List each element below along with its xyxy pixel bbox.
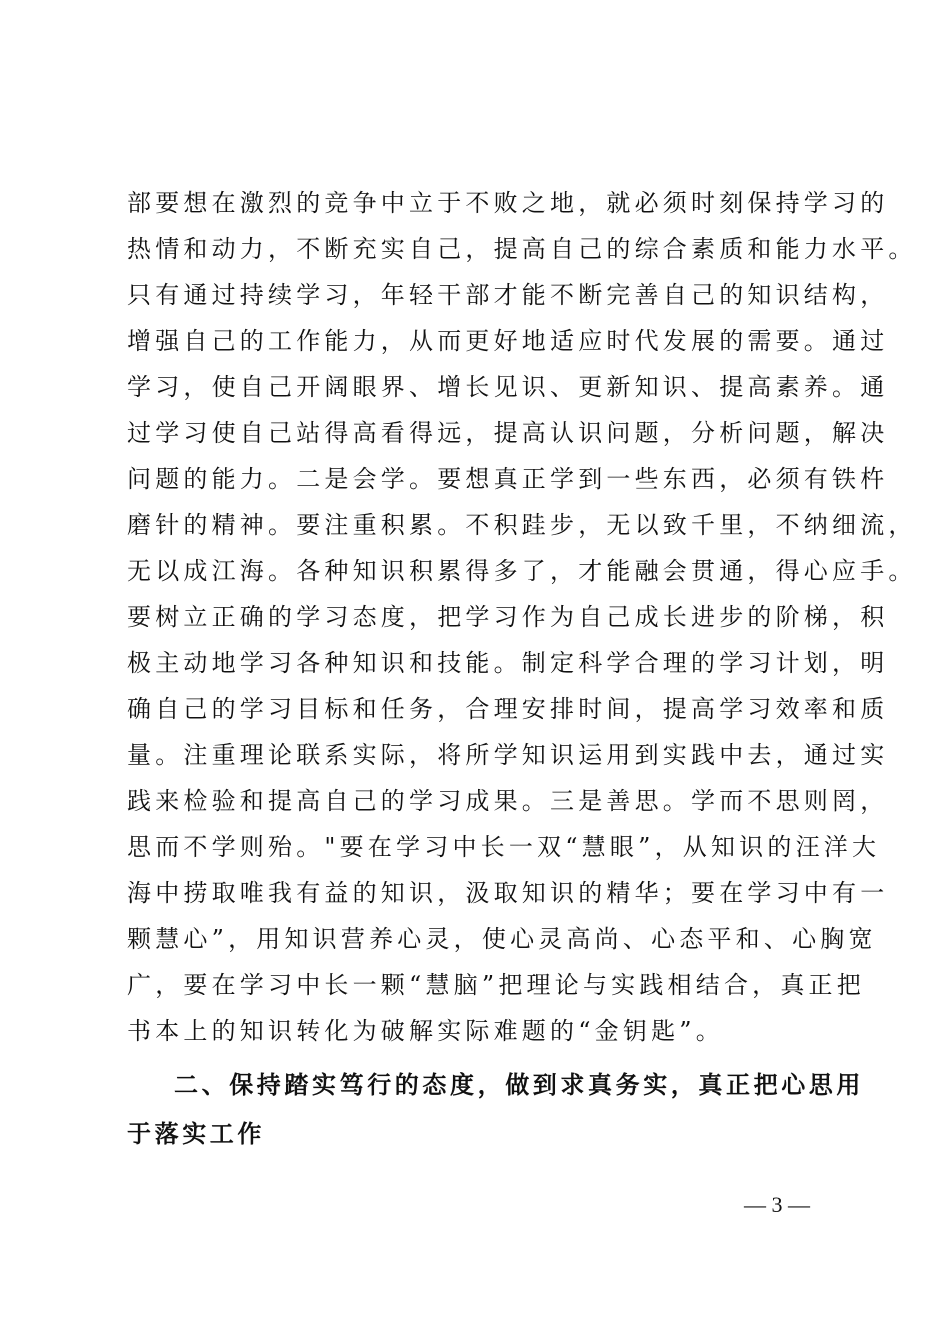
body-paragraph	[127, 180, 917, 1054]
body-line: 践来检验和提高自己的学习成果。三是善思。学而不思则罔，	[127, 787, 889, 815]
body-line: 极主动地学习各种知识和技能。制定科学合理的学习计划，明	[127, 649, 889, 677]
body-line: 问题的能力。二是会学。要想真正学到一些东西，必须有铁杵	[127, 465, 889, 493]
body-line: 量。注重理论联系实际，将所学知识运用到实践中去，通过实	[127, 741, 889, 769]
body-line: 要树立正确的学习态度，把学习作为自己成长进步的阶梯，积	[127, 603, 889, 631]
body-line: 海中捞取唯我有益的知识，汲取知识的精华；要在学习中有一	[127, 879, 889, 907]
body-line: 无以成江海。各种知识积累得多了，才能融会贯通，得心应手。	[127, 557, 917, 585]
body-line: 广，要在学习中长一颗“慧脑”把理论与实践相结合，真正把	[127, 971, 865, 999]
body-line: 过学习使自己站得高看得远，提高认识问题，分析问题，解决	[127, 419, 889, 447]
heading-line: 于落实工作	[127, 1120, 265, 1148]
body-line: 磨针的精神。要注重积累。不积跬步，无以致千里，不纳细流，	[127, 511, 917, 539]
body-line: 部要想在激烈的竞争中立于不败之地，就必须时刻保持学习的	[127, 189, 889, 217]
body-line: 书本上的知识转化为破解实际难题的“金钥匙”。	[127, 1017, 724, 1045]
body-line: 颗慧心”，用知识营养心灵，使心灵高尚、心态平和、心胸宽	[127, 925, 877, 953]
page-number: — 3 —	[744, 1192, 810, 1217]
body-line: 思而不学则殆。"要在学习中长一双“慧眼”，从知识的汪洋大	[127, 833, 881, 861]
heading-line: 二、保持踏实笃行的态度，做到求真务实，真正把心思用	[174, 1071, 864, 1099]
body-line: 热情和动力，不断充实自己，提高自己的综合素质和能力水平。	[127, 235, 917, 263]
body-line: 只有通过持续学习，年轻干部才能不断完善自己的知识结构，	[127, 281, 889, 309]
section-heading	[127, 1061, 867, 1159]
body-line: 学习，使自己开阔眼界、增长见识、更新知识、提高素养。通	[127, 373, 889, 401]
body-line: 增强自己的工作能力，从而更好地适应时代发展的需要。通过	[127, 327, 889, 355]
body-line: 确自己的学习目标和任务，合理安排时间，提高学习效率和质	[127, 695, 889, 723]
